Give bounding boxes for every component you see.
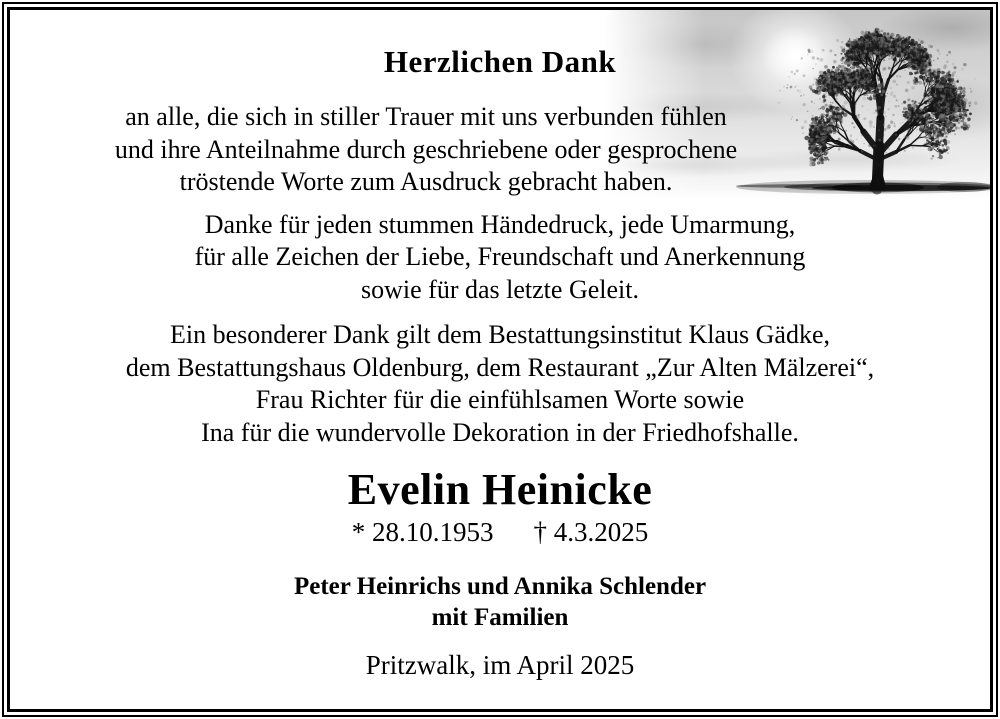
text-line: tröstende Worte zum Ausdruck gebracht haben.: [179, 167, 673, 196]
text-line: sowie für das letzte Geleit.: [361, 274, 639, 304]
deceased-name: Evelin Heinicke: [347, 465, 653, 514]
text-line: Danke für jeden stummen Händedruck, jede Umarmung,: [204, 209, 796, 239]
birth-date: * 28.10.1953: [351, 517, 494, 547]
text-line: dem Bestattungshaus Oldenburg, dem Restaurant „Zur Alten Mälzerei“,: [125, 352, 875, 382]
place-date-line: Pritzwalk, im April 2025: [365, 650, 635, 680]
text-line: Frau Richter für die einfühlsamen Worte sowie: [255, 385, 745, 414]
thanks-paragraph-gestures: [10, 209, 990, 307]
text-line: an alle, die sich in stiller Trauer mit uns verbunden fühlen: [125, 102, 727, 131]
notice-content: [10, 0, 990, 680]
mourners-names: [10, 571, 990, 633]
text-line: Peter Heinrichs und Annika Schlender: [293, 573, 707, 600]
text-line: mit Familien: [431, 604, 569, 631]
text-line: Ina für die wundervolle Dekoration in der Friedhofshalle.: [201, 417, 799, 447]
thanks-paragraph-special: [10, 319, 990, 449]
notice-title: Herzlichen Dank: [383, 44, 617, 79]
life-dates: [10, 517, 990, 547]
text-line: und ihre Anteilnahme durch geschriebene oder gesprochene: [114, 134, 738, 164]
text-line: Ein besonderer Dank gilt dem Bestattungsinstitut Klaus Gädke,: [170, 320, 830, 349]
thanks-paragraph-general: [10, 101, 990, 199]
text-line: für alle Zeichen der Liebe, Freundschaft und Anerkennung: [194, 242, 806, 271]
death-date: † 4.3.2025: [533, 517, 649, 547]
